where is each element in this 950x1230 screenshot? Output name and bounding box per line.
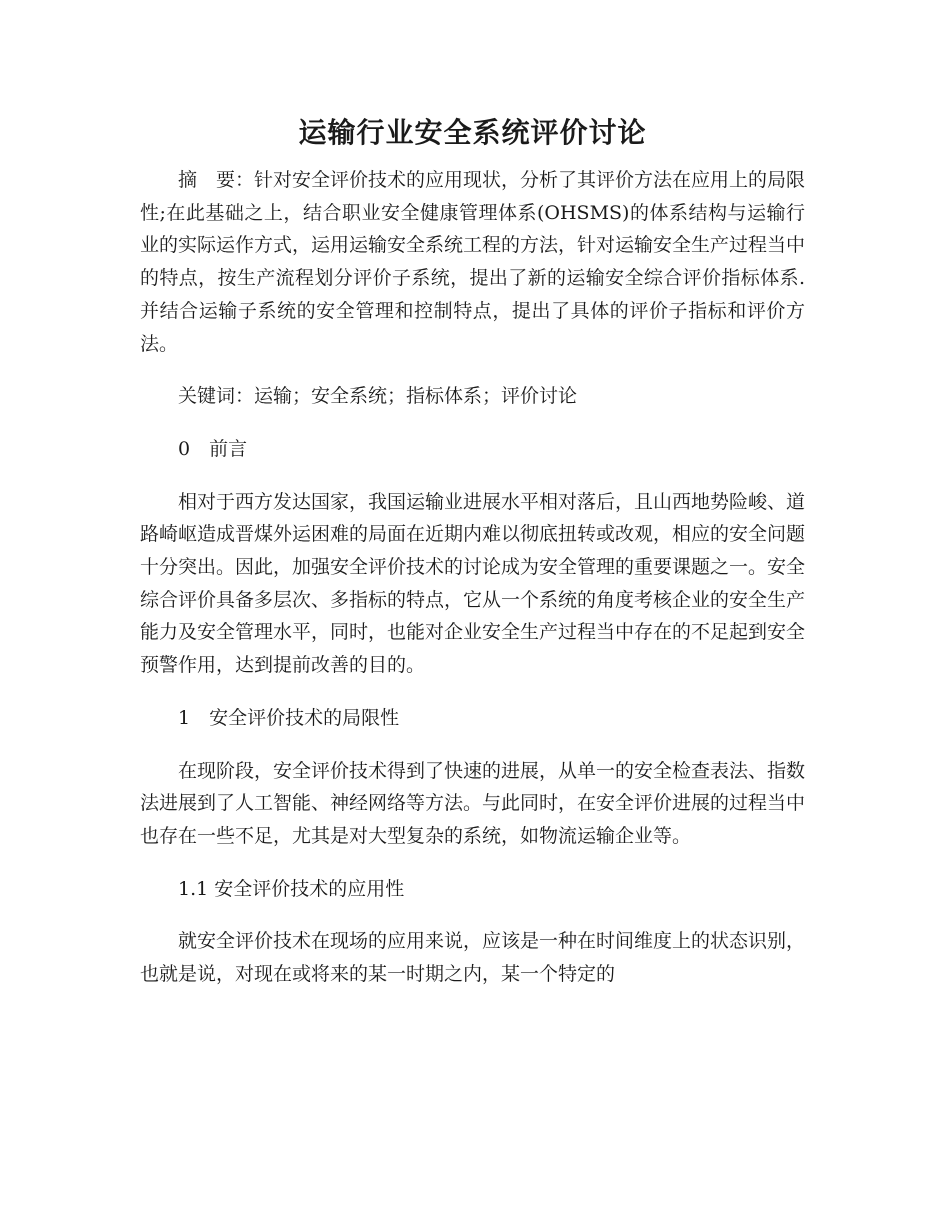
section-heading-0: 0 前言 [178, 437, 248, 460]
section-0-body: 相对于西方发达国家，我国运输业进展水平相对落后，且山西地势险峻、道路崎岖造成晋煤外运困难的局面在近期内难以彻底扭转或改观，相应的安全问题十分突出。因此，加强安全评价技术的讨论成为安全管理的重要课题之一。安全综合评价具备多层次、多指标的特点，它从一个系统的角度考核企业的安全生产能力及安全管理水平，同时，也能对企业安全生产过程当中存在的不足起到安全预警作用，达到提前改善的目的。 [140, 490, 806, 677]
section-heading-1: 1 安全评价技术的局限性 [178, 706, 400, 729]
section-1-body: 在现阶段，安全评价技术得到了快速的进展，从单一的安全检查表法、指数法进展到了人工智能、神经网络等方法。与此同时，在安全评价进展的过程当中也存在一些不足，尤其是对大型复杂的系统，如物流运输企业等。 [140, 759, 806, 847]
keywords-line: 关键词：运输；安全系统；指标体系；评价讨论 [178, 385, 578, 408]
section-heading-1-1: 1.1 安全评价技术的应用性 [178, 877, 405, 900]
section-1-1-body: 就安全评价技术在现场的应用来说，应该是一种在时间维度上的状态识别，也就是说，对现在或将来的某一时期之内，某一个特定的 [140, 930, 806, 986]
document-title: 运输行业安全系统评价讨论 [298, 116, 647, 149]
abstract-paragraph: 摘 要：针对安全评价技术的应用现状，分析了其评价方法在应用上的局限性;在此基础之上，结合职业安全健康管理体系(OHSMS)的体系结构与运输行业的实际运作方式，运用运输安全系统工程的方法，针对运输安全生产过程当中的特点，按生产流程划分评价子系统，提出了新的运输安全综合评价指标体系.并结合运输子系统的安全管理和控制特点，提出了具体的评价子指标和评价方法。 [140, 169, 806, 355]
document-page [140, 108, 805, 991]
